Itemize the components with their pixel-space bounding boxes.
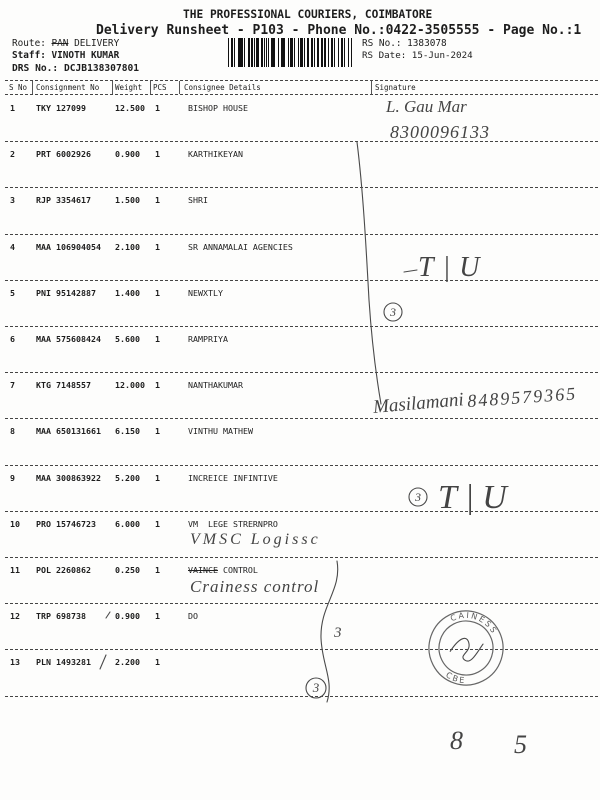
- row-sno: 4: [10, 241, 15, 252]
- struck-consignee-text: VAINCE: [188, 565, 218, 575]
- table-row: [5, 235, 598, 281]
- circled-mark-text: 3: [415, 490, 421, 504]
- row-consignment-no: MAA 106904054: [36, 241, 101, 252]
- row-weight: 1.500: [115, 195, 140, 206]
- handwritten-mark-row-12: 3: [334, 625, 342, 641]
- row-consignee-details: [188, 519, 278, 529]
- row-consignee-details: [188, 288, 223, 298]
- row-consignment-no: KTG 7148557: [36, 380, 91, 391]
- row-consignee-details: [188, 334, 228, 344]
- staff-value: VINOTH KUMAR: [51, 50, 120, 61]
- row-pcs: 1: [155, 103, 160, 113]
- row-sno: 12: [10, 611, 20, 622]
- handwritten-note-row-9: T|U: [438, 479, 515, 516]
- row-sno: 9: [10, 472, 15, 483]
- staff-label: Staff:: [12, 50, 46, 61]
- row-consignee-details: [188, 426, 253, 436]
- row-weight: 5.200: [115, 472, 140, 483]
- row-consignee-details: [188, 380, 243, 390]
- row-consignee-details: [188, 149, 243, 159]
- consignee-name: SR ANNAMALAI AGENCIES: [188, 241, 293, 252]
- row-consignment-no: MAA 575608424: [36, 334, 101, 344]
- row-weight: 12.000: [115, 380, 145, 391]
- column-header-consignee-details: Consignee Details: [184, 83, 261, 92]
- row-consignee-details: [188, 242, 293, 252]
- stamp-top-text: CAINESS: [449, 610, 500, 637]
- consignee-name: RAMPRIYA: [188, 334, 228, 344]
- row-pcs: 1: [155, 472, 160, 483]
- row-pcs: 1: [155, 565, 160, 575]
- consignee-name: VM LEGE STRERNPRO: [188, 518, 278, 529]
- row-weight: 1.400: [115, 287, 140, 298]
- row-consignee-details: [188, 103, 248, 113]
- row-pcs: 1: [155, 149, 160, 160]
- row-pcs: 1: [155, 611, 160, 622]
- consignee-name: CONTROL: [222, 565, 258, 575]
- column-header-pcs: PCS: [153, 83, 167, 92]
- row-consignment-no: PNI 95142887: [36, 287, 96, 298]
- consignee-name: NANTHAKUMAR: [188, 380, 243, 391]
- row-pcs: 1: [155, 426, 160, 437]
- row-consignment-no: PRT 6002926: [36, 149, 91, 160]
- row-sno: 3: [10, 195, 15, 206]
- consignee-name: SHRI: [188, 195, 208, 206]
- rs-date-label: RS Date:: [362, 50, 407, 61]
- row-pcs: 1: [155, 241, 160, 252]
- row-weight: 2.200: [115, 657, 140, 668]
- drs-label: DRS No.:: [12, 63, 59, 74]
- circled-mark-text: 3: [312, 680, 320, 695]
- row-weight: 6.000: [115, 518, 140, 529]
- handwritten-footer-mark: 8: [450, 726, 463, 755]
- handwritten-phone-row-7: 8489579365: [466, 383, 578, 411]
- circled-mark-text: 3: [390, 305, 396, 319]
- consignee-name: DO: [188, 611, 198, 622]
- row-sno: 8: [10, 426, 15, 437]
- handwritten-note-row-11: Crainess control: [190, 577, 320, 596]
- rs-date-value: 15-Jun-2024: [411, 50, 473, 61]
- handwritten-phone-row-1: 8300096133: [390, 122, 490, 142]
- consignee-name: BISHOP HOUSE: [188, 103, 248, 113]
- row-consignee-details: [188, 611, 198, 621]
- row-consignee-details: [188, 473, 278, 483]
- column-header-consignment-no: Consignment No: [36, 83, 100, 92]
- row-consignee-details: [188, 565, 258, 575]
- consignee-name: KARTHIKEYAN: [188, 149, 243, 160]
- row-weight: 0.250: [115, 565, 140, 575]
- handwritten-signature-row-1: L. Gau Mar: [386, 97, 467, 116]
- row-consignment-no: TRP 698738: [36, 611, 86, 622]
- table-row: [5, 327, 598, 373]
- route-value: DELIVERY: [74, 38, 120, 49]
- consignee-name: NEWXTLY: [188, 287, 223, 298]
- handwritten-note-row-4: T|U: [418, 252, 489, 283]
- row-pcs: 1: [155, 657, 160, 668]
- row-pcs: 1: [155, 380, 160, 391]
- table-row: [5, 188, 598, 234]
- row-pcs: 1: [155, 518, 160, 529]
- rs-number-label: RS No.:: [362, 38, 402, 49]
- row-consignment-no: POL 2260862: [36, 565, 91, 575]
- consignee-name: INCREICE INFINTIVE: [188, 472, 278, 483]
- row-sno: 5: [10, 287, 15, 298]
- runsheet-title: Delivery Runsheet - P103 - Phone No.:0422-3505555 - Page No.:1: [96, 23, 582, 38]
- row-sno: 7: [10, 380, 15, 391]
- row-pcs: 1: [155, 287, 160, 298]
- row-consignee-details: [188, 195, 208, 205]
- row-consignment-no: MAA 650131661: [36, 426, 101, 437]
- drs-value: DCJB138307801: [63, 63, 140, 74]
- row-consignment-no: MAA 300863922: [36, 472, 101, 483]
- handwritten-note-row-10: VMSC Logissc: [190, 531, 321, 548]
- row-weight: 6.150: [115, 426, 140, 437]
- row-weight: 12.500: [115, 103, 145, 113]
- row-weight: 5.600: [115, 334, 140, 344]
- row-consignment-no: RJP 3354617: [36, 195, 91, 206]
- row-sno: 13: [10, 657, 20, 668]
- route-label: Route:: [12, 38, 46, 49]
- row-pcs: 1: [155, 195, 160, 206]
- row-weight: 0.900: [115, 611, 140, 622]
- row-pcs: 1: [155, 334, 160, 344]
- row-sno: 2: [10, 149, 15, 160]
- handwritten-footer-mark: 5: [514, 730, 527, 759]
- row-consignment-no: PLN 1493281: [36, 657, 91, 668]
- route-struck-text: PAN: [51, 38, 69, 49]
- handwritten-name-row-7: Masilamani: [372, 389, 465, 418]
- table-row: [5, 281, 598, 327]
- table-row: [5, 142, 598, 188]
- table-row: [5, 419, 598, 465]
- rs-number-value: 1383078: [407, 38, 447, 49]
- table-row: [5, 96, 598, 142]
- column-header-weight: Weight: [115, 83, 143, 92]
- row-sno: 1: [10, 103, 15, 113]
- column-header-signature: Signature: [375, 83, 416, 92]
- table-row: [5, 650, 598, 696]
- row-sno: 10: [10, 518, 20, 529]
- consignee-name: VINTHU MATHEW: [188, 426, 253, 437]
- stamp-bottom-text: CBE: [444, 670, 467, 686]
- row-consignment-no: TKY 127099: [36, 103, 86, 113]
- row-sno: 11: [10, 565, 20, 575]
- row-consignment-no: PRO 15746723: [36, 518, 96, 529]
- column-header-sno: S No: [9, 83, 28, 92]
- row-weight: 0.900: [115, 149, 140, 160]
- company-name: THE PROFESSIONAL COURIERS, COIMBATORE: [183, 8, 433, 21]
- row-sno: 6: [10, 334, 15, 344]
- table-row: [5, 604, 598, 650]
- row-weight: 2.100: [115, 241, 140, 252]
